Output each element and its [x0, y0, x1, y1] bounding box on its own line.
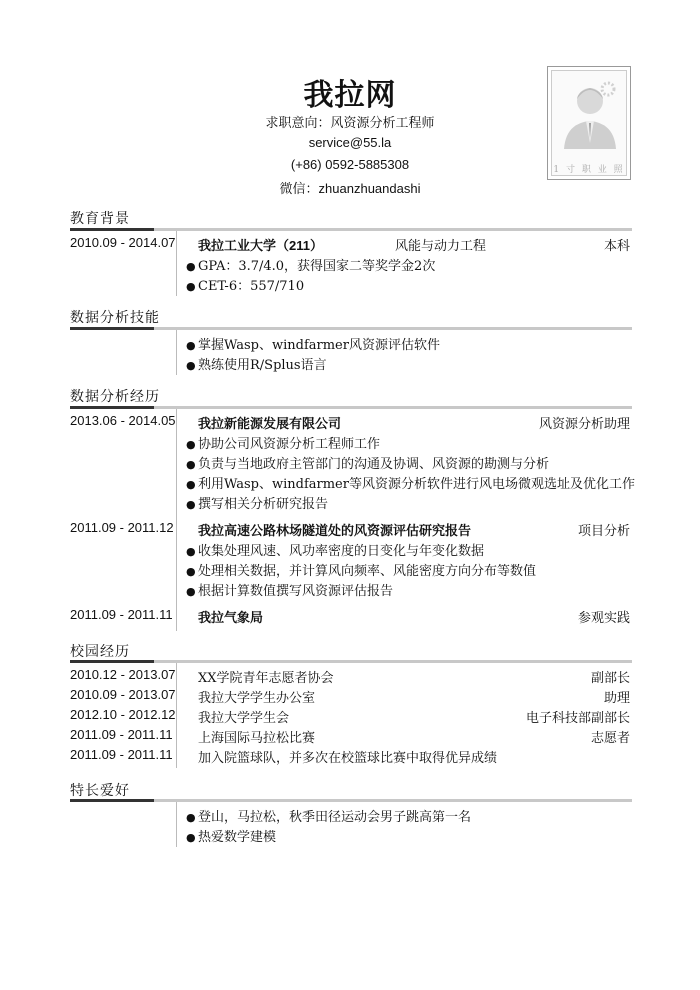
edu-degree: 本科 — [603, 239, 630, 254]
section-title-campus: 校园经历 — [70, 644, 130, 660]
list-item: ● 处理相关数据，并计算风向频率、风能密度方向分布等数值 — [186, 564, 537, 579]
exp-org — [198, 413, 341, 432]
campus-org: 我拉大学学生办公室 — [198, 691, 316, 706]
exp-role: 项目分析 — [577, 524, 630, 539]
campus-role: 助理 — [603, 691, 630, 706]
exp-date: 2013.06 - 2014.05 — [70, 413, 176, 428]
campus-date: 2011.09 - 2011.11 — [70, 727, 173, 742]
campus-org: 上海国际马拉松比赛 — [198, 731, 316, 746]
bullet-text: 收集处理风速、风功率密度的日变化与年变化数据 — [198, 544, 485, 559]
resume-name: 我拉网 — [303, 78, 397, 113]
section-title-hobbies: 特长爱好 — [70, 783, 130, 799]
org-name: 我拉新能源发展有限公司 — [198, 417, 342, 432]
school-suffix: ） — [310, 239, 324, 254]
list-item: ● 根据计算数值撰写风资源评估报告 — [186, 584, 394, 599]
list-item: ● 热爱数学建模 — [186, 830, 277, 845]
org-name: 我拉高速公路林场隧道处的风资源评估研究报告 — [198, 524, 472, 539]
list-item: ● GPA：3.7/4.0，获得国家二等奖学金2次 — [186, 259, 436, 274]
exp-role: 风资源分析助理 — [538, 417, 630, 432]
wechat-label: 微信： — [279, 182, 319, 197]
exp-date: 2011.09 - 2011.12 — [70, 520, 174, 535]
list-item: ● 登山，马拉松，秋季田径运动会男子跳高第一名 — [186, 810, 472, 825]
list-item: ● 负责与当地政府主管部门的沟通及协调、风资源的勘测与分析 — [186, 457, 550, 472]
edu-school — [198, 235, 323, 254]
school-name: 我拉工业大学（ — [198, 239, 290, 254]
exp-role: 参观实践 — [577, 611, 630, 626]
wechat-line — [0, 178, 700, 197]
divider — [176, 330, 177, 375]
divider — [176, 231, 177, 296]
photo-caption: 1 寸 职 业 照 — [553, 165, 625, 175]
edu-date: 2010.09 - 2014.07 — [70, 235, 176, 250]
section-rule — [70, 228, 632, 231]
wechat-id: zhuanzhuandashi — [318, 181, 421, 196]
list-item: ● 熟练使用R/Splus语言 — [186, 358, 327, 373]
email[interactable]: service@55.la — [308, 135, 392, 150]
bullet-text: 利用Wasp、windfarmer等风资源分析软件进行风电场微观选址及优化工作 — [198, 477, 635, 492]
section-title-education: 教育背景 — [70, 211, 130, 227]
campus-date: 2011.09 - 2011.11 — [70, 747, 173, 762]
bullet-text: 登山，马拉松，秋季田径运动会男子跳高第一名 — [198, 810, 472, 825]
bullet-text: CET-6：557/710 — [198, 279, 305, 294]
section-rule — [70, 799, 632, 802]
bullet-text: 掌握Wasp、windfarmer风资源评估软件 — [198, 338, 440, 353]
divider — [176, 409, 177, 631]
campus-org: 我拉大学学生会 — [198, 711, 290, 726]
bullet-text: 热爱数学建模 — [198, 830, 277, 845]
section-title-experience: 数据分析经历 — [70, 389, 160, 405]
school-tag: 211 — [289, 238, 310, 253]
campus-date: 2012.10 - 2012.12 — [70, 707, 176, 722]
campus-role: 电子科技部副部长 — [525, 711, 630, 726]
list-item: ● CET-6：557/710 — [186, 279, 305, 294]
campus-role: 志愿者 — [590, 731, 630, 746]
bullet-text: 协助公司风资源分析工程师工作 — [198, 437, 381, 452]
divider — [176, 802, 177, 847]
bullet-text: 熟练使用R/Splus语言 — [198, 358, 327, 373]
section-title-skills: 数据分析技能 — [70, 310, 160, 326]
edu-major: 风能与动力工程 — [395, 239, 487, 254]
phone: (+86) 0592-5885308 — [290, 157, 410, 172]
exp-org — [198, 520, 471, 539]
bullet-text: 负责与当地政府主管部门的沟通及协调、风资源的勘测与分析 — [198, 457, 550, 472]
exp-org — [198, 607, 263, 626]
list-item: ● 撰写相关分析研究报告 — [186, 497, 329, 512]
bullet-text: 根据计算数值撰写风资源评估报告 — [198, 584, 394, 599]
list-item: ● 利用Wasp、windfarmer等风资源分析软件进行风电场微观选址及优化工作 — [186, 477, 635, 492]
campus-date: 2010.12 - 2013.07 — [70, 667, 176, 682]
campus-role: 副部长 — [590, 671, 630, 686]
bullet-text: 撰写相关分析研究报告 — [198, 497, 329, 512]
divider — [176, 663, 177, 768]
list-item: ● 协助公司风资源分析工程师工作 — [186, 437, 381, 452]
campus-date: 2010.09 - 2013.07 — [70, 687, 176, 702]
list-item: ● 收集处理风速、风功率密度的日变化与年变化数据 — [186, 544, 485, 559]
exp-date: 2011.09 - 2011.11 — [70, 607, 173, 622]
org-name: 我拉气象局 — [198, 611, 264, 626]
bullet-text: GPA：3.7/4.0，获得国家二等奖学金2次 — [198, 259, 436, 274]
list-item: ● 掌握Wasp、windfarmer风资源评估软件 — [186, 338, 440, 353]
bullet-text: 处理相关数据，并计算风向频率、风能密度方向分布等数值 — [198, 564, 537, 579]
job-objective: 求职意向：风资源分析工程师 — [265, 116, 435, 131]
avatar-icon — [552, 71, 628, 163]
photo-placeholder — [547, 66, 631, 180]
campus-org: XX学院青年志愿者协会 — [198, 671, 334, 686]
section-rule — [70, 660, 632, 663]
section-rule — [70, 406, 632, 409]
section-rule — [70, 327, 632, 330]
campus-org: 加入院篮球队，并多次在校篮球比赛中取得优异成绩 — [198, 751, 498, 766]
